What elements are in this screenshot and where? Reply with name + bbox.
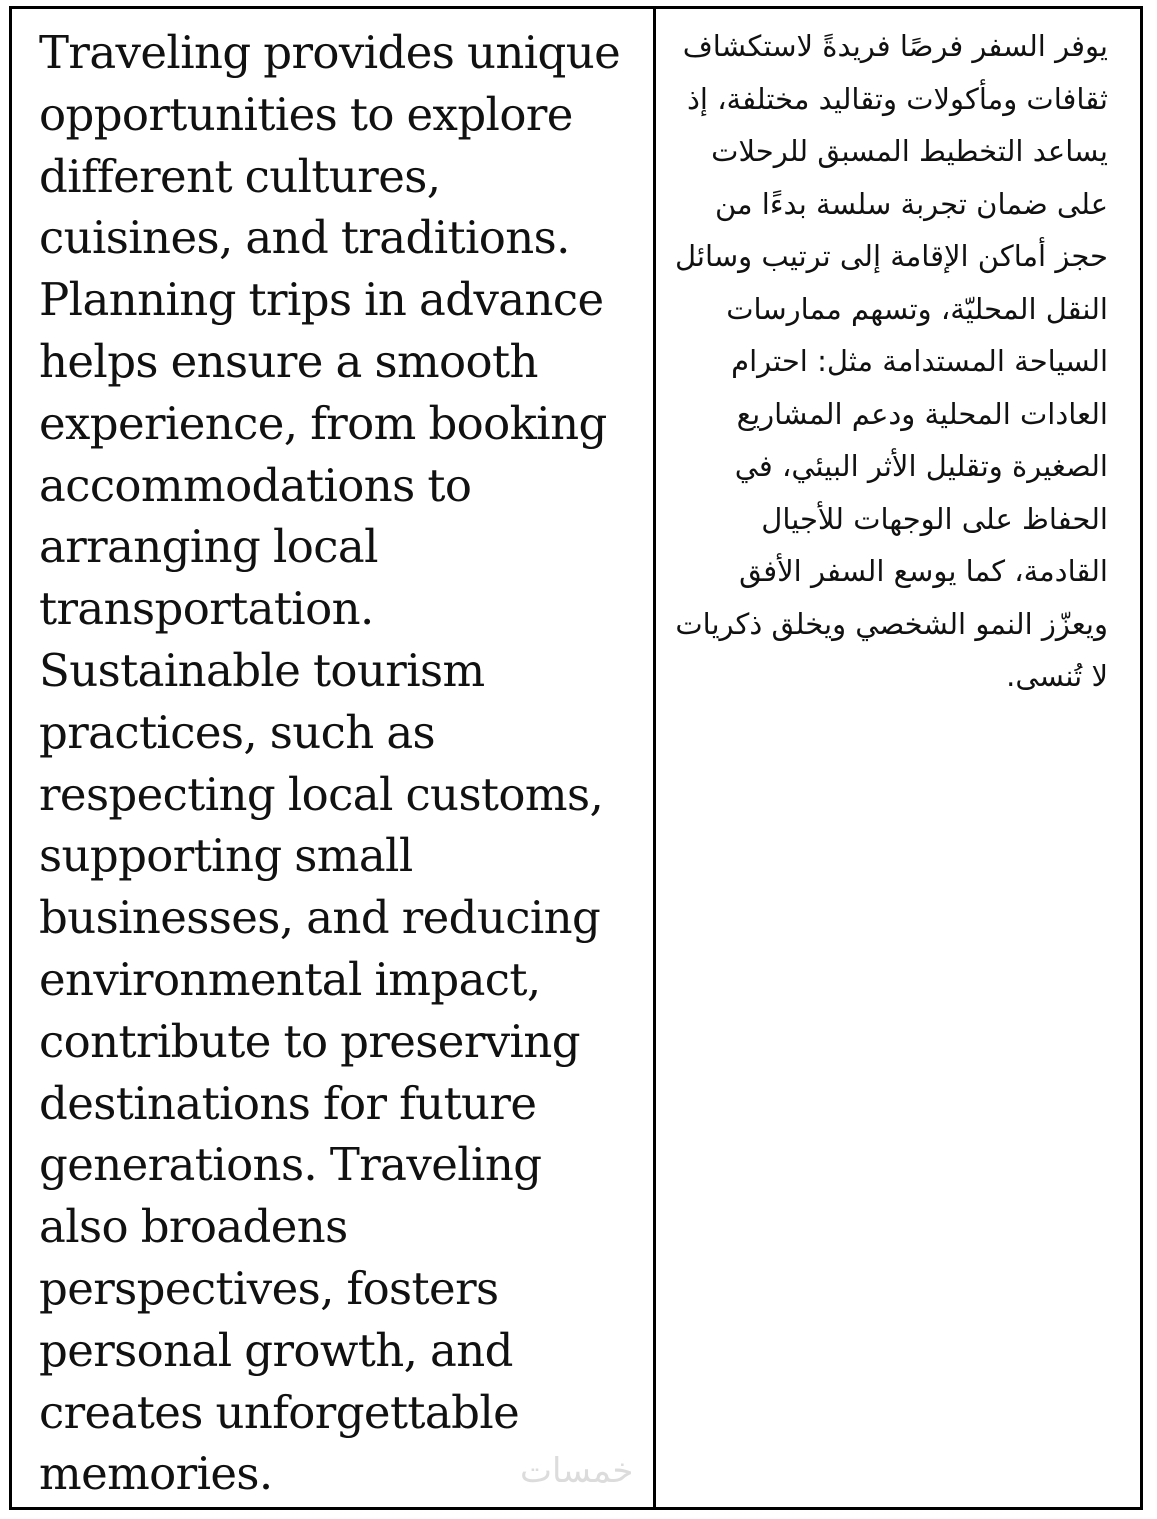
english-paragraph: Traveling provides unique opportunities to explore different cultures, cuisines, and traditions. Planning trips in advance helps ensure a smooth experience, from booking accommodations to arranging local transportation. Sustainable tourism practices, such as respecting local customs, supporting small businesses, and reducing environmental impact, contribute to preserving destinations for future generations. Traveling also broadens perspectives, fosters personal growth, and creates unforgettable memories. — [39, 26, 621, 1501]
arabic-paragraph: يوفر السفر فرصًا فريدةً لاستكشاف ثقافات ومأكولات وتقاليد مختلفة، إذ يساعد التخطيط المسبق للرحلات على ضمان تجربة سلسة بدءًا من حجز أماكن الإقامة إلى ترتيب وسائل النقل المحليّة، وتسهم ممارسات السياحة المستدامة مثل: احترام العادات المحلية ودعم المشاريع الصغيرة وتقليل الأثر البيئي، في الحفاظ على الوجهات للأجيال القادمة، كما يوسع السفر الأفق ويعزّز النمو الشخصي ويخلق ذكريات لا تُنسى. — [674, 29, 1108, 693]
bilingual-table — [9, 6, 1143, 1510]
english-column — [12, 9, 656, 1507]
arabic-column — [656, 9, 1140, 1507]
watermark-logo: خمسات — [520, 1451, 634, 1491]
